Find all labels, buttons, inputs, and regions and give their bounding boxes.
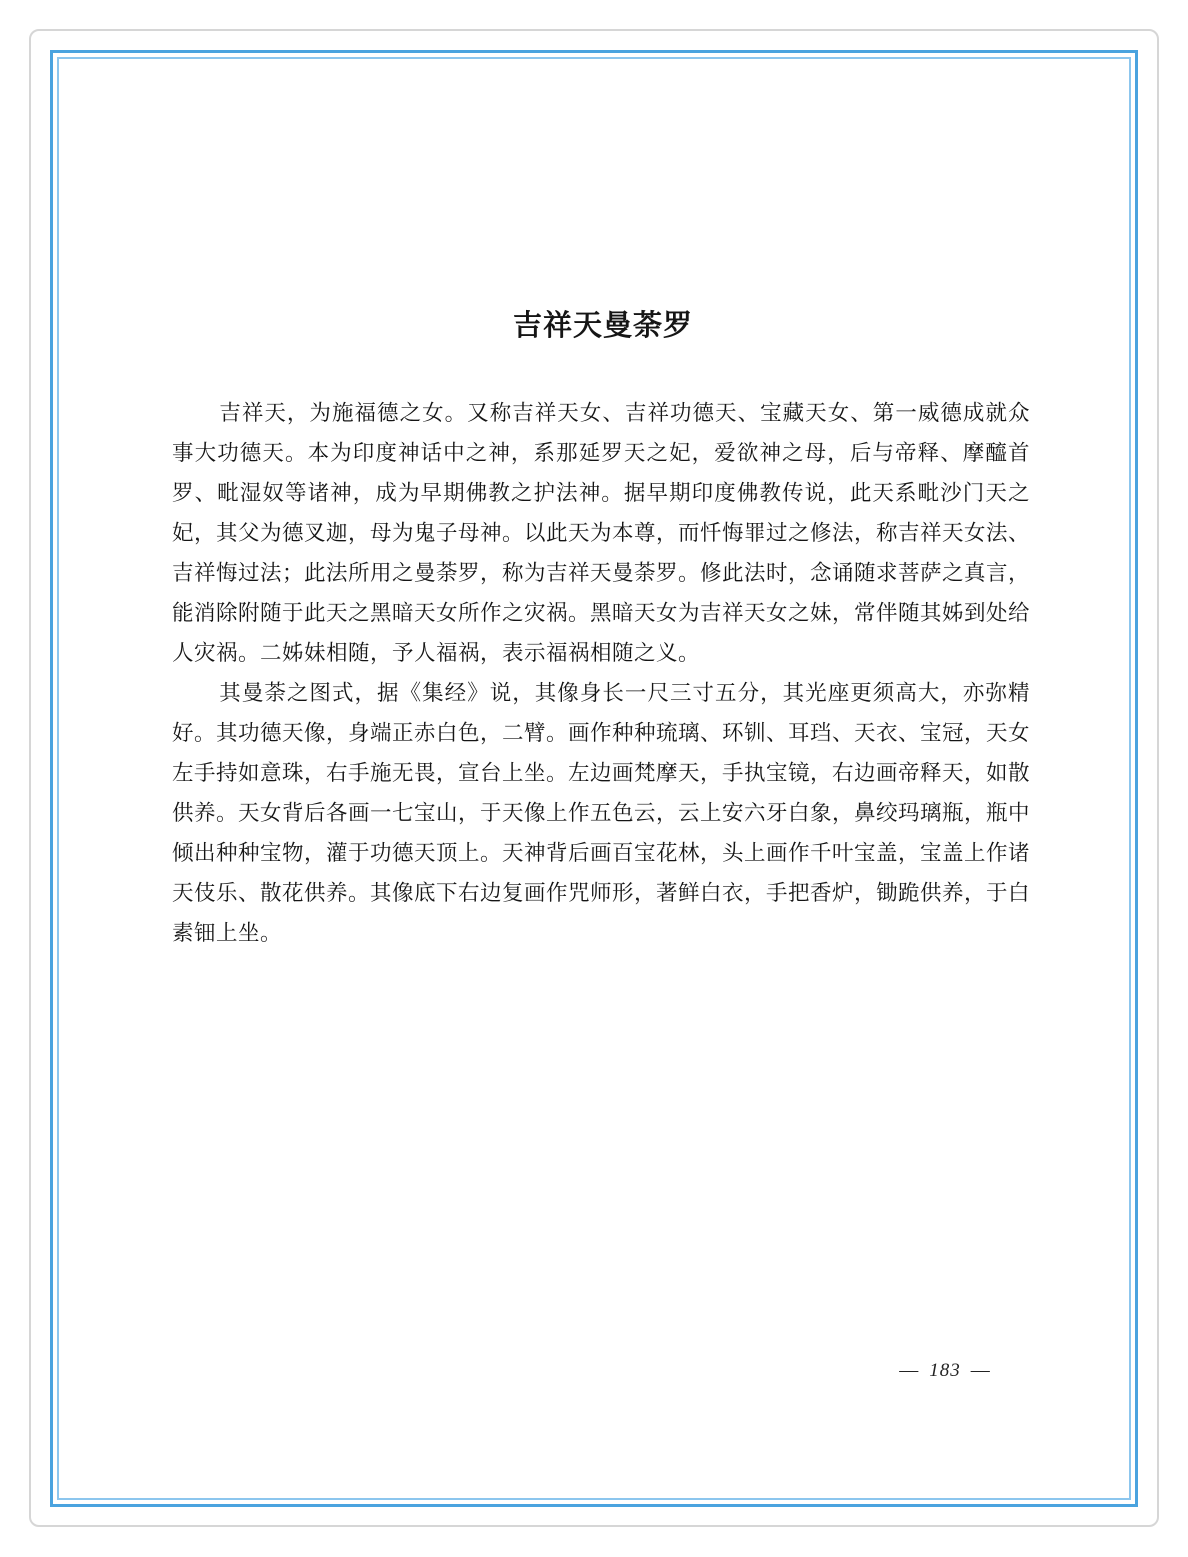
page-title: 吉祥天曼荼罗 (512, 308, 693, 342)
paragraph-2: 其曼荼之图式，据《集经》说，其像身长一尺三寸五分，其光座更须高大，亦弥精好。其功德天像，身端正赤白色，二臂。画作种种琉璃、环钏、耳珰、天衣、宝冠，天女左手持如意珠，右手施无畏，宣台上坐。左边画梵摩天，手执宝镜，右边画帝释天，如散供养。天女背后各画一七宝山，于天像上作五色云，云上安六牙白象，鼻绞玛璃瓶，瓶中倾出种种宝物，灌于功德天顶上。天神背后画百宝花林，头上画作千叶宝盖，宝盖上作诸天伎乐、散花供养。其像底下右边复画作咒师形，著鲜白衣，手把香炉，锄跪供养，于白素钿上坐。 (172, 681, 1031, 946)
page-number-dash-right: — (970, 1360, 991, 1381)
page-number-dash-left: — (899, 1360, 920, 1381)
page-number (880, 1360, 1010, 1382)
page-number-value: 183 (929, 1360, 961, 1381)
paragraph-1: 吉祥天，为施福德之女。又称吉祥天女、吉祥功德天、宝藏天女、第一威德成就众事大功德天。本为印度神话中之神，系那延罗天之妃，爱欲神之母，后与帝释、摩醯首罗、毗湿奴等诸神，成为早期佛教之护法神。据早期印度佛教传说，此天系毗沙门天之妃，其父为德叉迦，母为鬼子母神。以此天为本尊，而忏悔罪过之修法，称吉祥天女法、吉祥悔过法；此法所用之曼荼罗，称为吉祥天曼荼罗。修此法时，念诵随求菩萨之真言，能消除附随于此天之黑暗天女所作之灾祸。黑暗天女为吉祥天女之妹，常伴随其姊到处给人灾祸。二姊妹相随，予人福祸，表示福祸相随之义。 (172, 401, 1031, 666)
page-content (172, 296, 1030, 954)
